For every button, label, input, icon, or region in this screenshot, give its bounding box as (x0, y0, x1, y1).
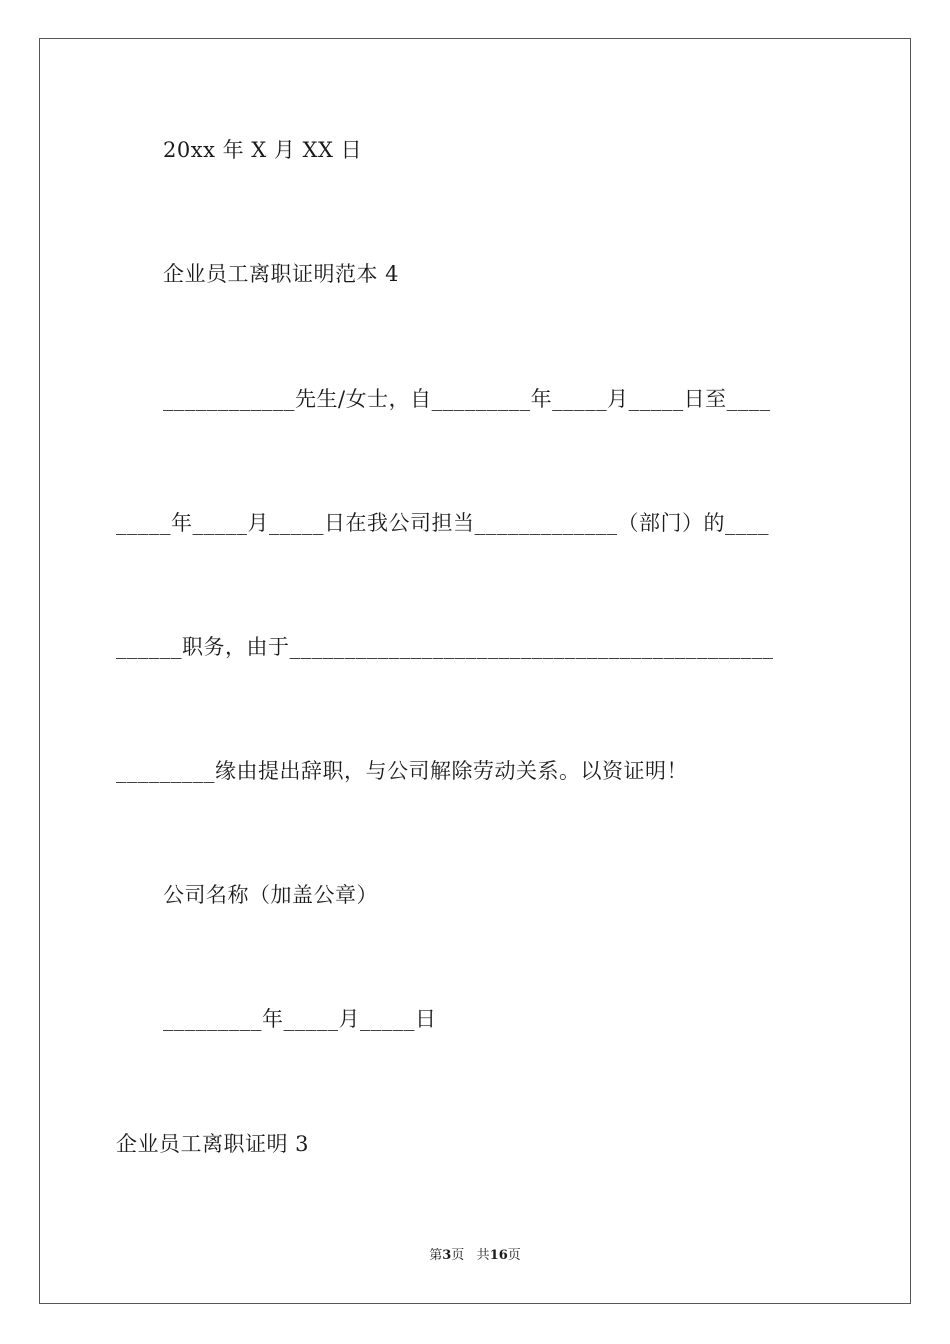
page-footer (0, 1248, 950, 1264)
page-border (39, 38, 911, 1304)
footer-total-prefix: 共 (476, 1248, 490, 1263)
footer-page-prefix: 第 (429, 1248, 443, 1263)
footer-page-suffix: 页 (451, 1248, 465, 1263)
body-line-2: _____年_____月_____日在我公司担当_____________（部门）的____ (116, 511, 769, 535)
body-line-3: ______职务，由于____________________________________________ (116, 635, 774, 659)
footer-total-suffix: 页 (507, 1248, 521, 1263)
body-line-4: _________缘由提出辞职，与公司解除劳动关系。以资证明！ (116, 759, 688, 783)
next-section-heading: 企业员工离职证明 3 (116, 1132, 310, 1156)
footer-page-number: 3 (442, 1248, 452, 1263)
body-line-1: ____________先生/女士，自_________年_____月_____日至____ (163, 387, 771, 411)
company-name-line: 公司名称（加盖公章） (163, 883, 378, 907)
signature-date-line: _________年_____月_____日 (163, 1007, 437, 1031)
sample-title: 企业员工离职证明范本 4 (163, 262, 400, 286)
footer-total-number: 16 (489, 1248, 508, 1263)
date-line: 20xx 年 X 月 XX 日 (163, 138, 363, 162)
